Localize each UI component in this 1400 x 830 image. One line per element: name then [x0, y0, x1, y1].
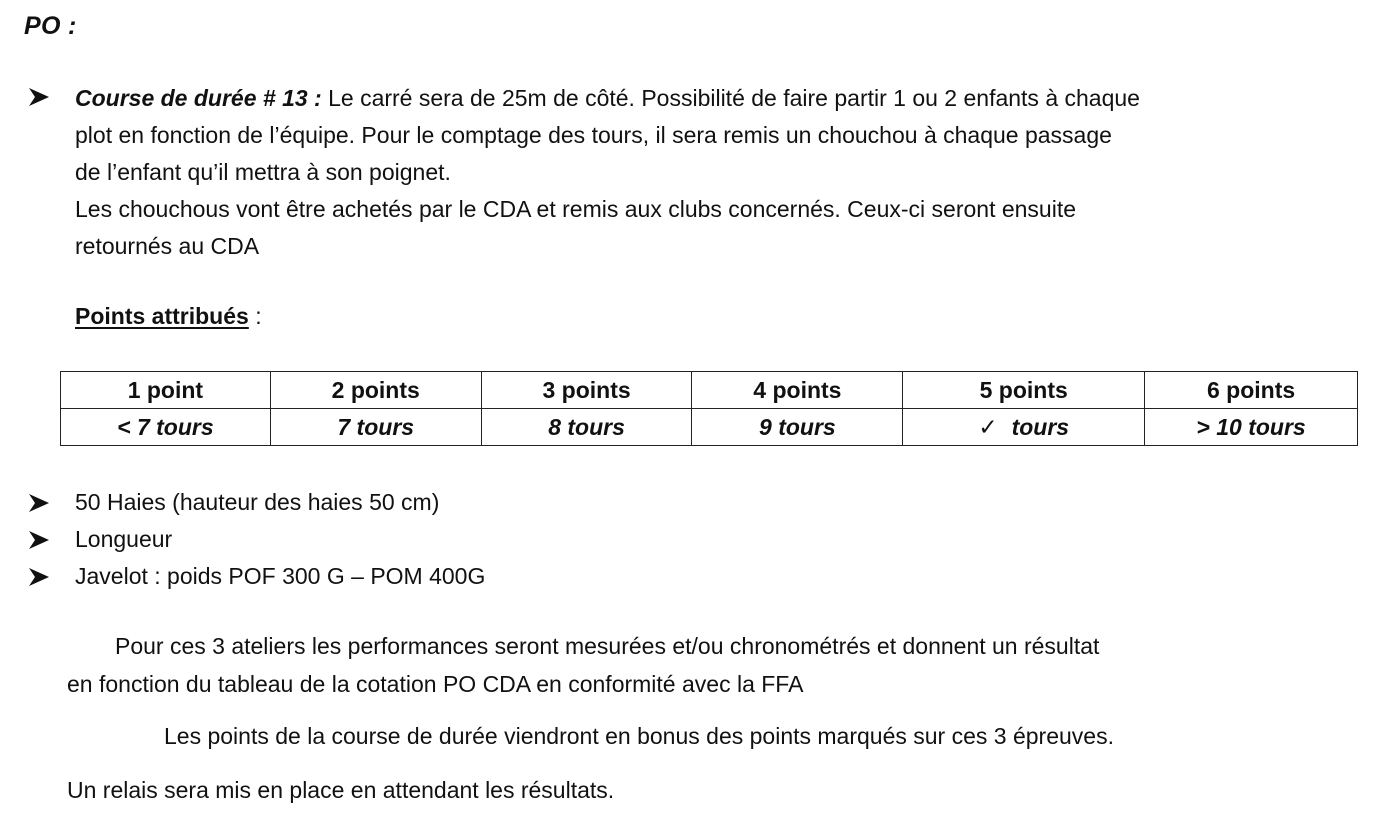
arrow-bullet-icon	[27, 86, 51, 108]
points-header-cell: 2 points	[270, 372, 481, 409]
paragraph-1-line-2: en fonction du tableau de la cotation PO CDA en conformité avec la FFA	[67, 671, 804, 697]
points-value-cell: 7 tours	[270, 409, 481, 446]
course-description	[75, 80, 1375, 265]
arrow-bullet-icon	[27, 492, 51, 514]
event-item-longueur: Longueur	[75, 526, 173, 552]
course-line-1	[75, 80, 1375, 117]
paragraph-2: Les points de la course de durée viendront en bonus des points marqués sur ces 3 épreuves.	[164, 723, 1114, 749]
points-value-cell: 8 tours	[481, 409, 692, 446]
arrow-bullet-icon	[27, 529, 51, 551]
course-line-2: plot en fonction de l’équipe. Pour le comptage des tours, il sera remis un chouchou à chaque passage	[75, 122, 1112, 148]
points-value-cell: 9 tours	[692, 409, 903, 446]
course-line-1-text: Le carré sera de 25m de côté. Possibilité de faire partir 1 ou 2 enfants à chaque	[321, 85, 1140, 111]
points-value-cell-check	[903, 409, 1145, 446]
paragraph-3: Un relais sera mis en place en attendant les résultats.	[67, 777, 615, 803]
points-header-row	[61, 372, 1358, 409]
event-item-javelot: Javelot : poids POF 300 G – POM 400G	[75, 563, 486, 589]
points-value-row	[61, 409, 1358, 446]
course-line-4: Les chouchous vont être achetés par le CDA et remis aux clubs concernés. Ceux-ci seront ensuite	[75, 196, 1077, 222]
points-header-cell: 3 points	[481, 372, 692, 409]
points-heading-suffix: :	[248, 303, 262, 329]
paragraph-1-line-1: Pour ces 3 ateliers les performances seront mesurées et/ou chronométrés et donnent un résultat	[115, 633, 1100, 659]
course-line-5: retournés au CDA	[75, 233, 260, 259]
points-header-cell: 5 points	[903, 372, 1145, 409]
points-heading-label: Points attribués	[75, 303, 249, 329]
event-item-haies: 50 Haies (hauteur des haies 50 cm)	[75, 489, 440, 515]
points-value-cell: > 10 tours	[1145, 409, 1358, 446]
points-header-cell: 6 points	[1145, 372, 1358, 409]
page-title: PO :	[24, 12, 77, 40]
checkmark-icon: ✓	[978, 413, 998, 440]
arrow-bullet-icon	[27, 566, 51, 588]
points-heading	[75, 298, 262, 335]
points-header-cell: 4 points	[692, 372, 903, 409]
points-value-cell: < 7 tours	[61, 409, 271, 446]
points-table	[60, 371, 1358, 446]
points-header-cell: 1 point	[61, 372, 271, 409]
points-value-cell-text: tours	[1011, 413, 1070, 440]
course-line-3: de l’enfant qu’il mettra à son poignet.	[75, 159, 451, 185]
course-lead: Course de durée # 13 :	[75, 85, 322, 111]
